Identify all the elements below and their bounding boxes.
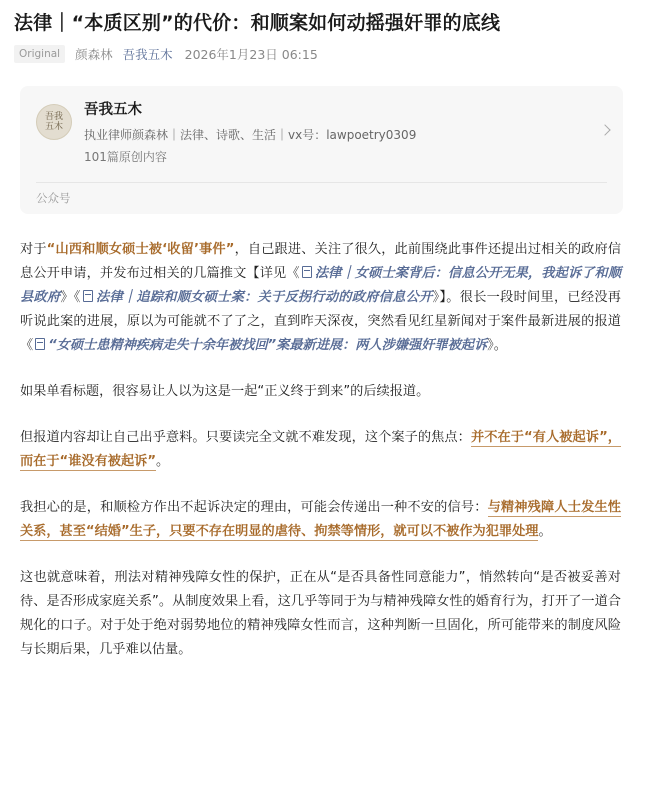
original-badge: Original [14,45,65,63]
profile-card-header [36,102,607,166]
profile-article-count: 101篇原创内容 [84,150,167,164]
highlight-event-name: “山西和顺女硕士被‘收留’事件” [46,242,235,257]
paragraph-4 [20,496,621,544]
publish-date: 2026年1月23日 06:15 [184,47,318,62]
card-divider [36,182,607,183]
avatar [36,104,72,140]
author-name: 颜森林 [75,47,113,62]
document-icon [83,290,93,302]
account-link[interactable]: 吾我五木 [122,47,173,62]
profile-card[interactable] [20,86,623,214]
article-body [20,238,621,662]
text-segment: 。 [156,454,170,469]
text-segment: 》】。很长一段时间里，已经没再听说此案的进展，原以为可能就不了了之，直到昨天深夜，突然看见红星新闻对于案件最新进展的报道《 [20,290,621,353]
article-title: 法律｜“本质区别”的代价：和顺案如何动摇强奸罪的底线 [14,12,501,34]
text-segment: 对于 [20,242,47,257]
article-link-1[interactable]: 法律｜女硕士案背后：信息公开无果，我起诉了和顺县政府 [20,266,622,305]
profile-name: 吾我五木 [84,102,142,118]
text-segment: 我担心的是，和顺检方作出不起诉决定的理由，可能会传递出一种不安的信号： [20,500,488,515]
highlight-focus: 并不在于“有人被起诉”，而在于“谁没有被起诉” [20,430,621,469]
document-icon [35,338,45,350]
text-segment: 但报道内容却让自己出乎意料。只要读完全文就不难发现，这个案子的焦点： [20,430,471,445]
text-segment: ，自己跟进、关注了很久，此前围绕此事件还提出过相关的政府信息公开申请，并发布过相关的几篇推文【详见《 [20,242,622,281]
avatar-text: 吾我五木 [44,112,63,132]
article-link-3[interactable]: “女硕士患精神疾病走失十余年被找回”案最新进展：两人涉嫌强奸罪被起诉 [48,338,488,353]
profile-info [84,102,607,166]
paragraph-1 [20,238,621,358]
profile-card-footer: 公众号 [36,191,71,205]
article-meta [14,44,627,64]
highlight-concern: 与精神残障人士发生性关系，甚至“结婚”生子，只要不存在明显的虐待、拘禁等情形，就可以不被作为犯罪处理 [20,500,621,539]
profile-description: 执业律师颜森林｜法律、诗歌、生活｜vx号：lawpoetry0309 [84,128,417,142]
article-link-2[interactable]: 法律｜追踪和顺女硕士案：关于反拐行动的政府信息公开 [95,290,433,305]
text-segment: 》《 [60,290,81,305]
document-icon [302,266,312,278]
paragraph-5: 这也就意味着，刑法对精神残障女性的保护，正在从“是否具备性同意能力”，悄然转向“是否被妥善对待、是否形成家庭关系”。从制度效果上看，这几乎等同于为与精神残障女性的婚育行为，打开了一道合规化的口子。对于处于绝对弱势地位的精神残障女性而言，这种判断一旦固化，所可能带来的制度风险与长期后果，几乎难以估量。 [20,570,621,657]
text-segment: 》。 [487,338,507,353]
paragraph-2: 如果单看标题，很容易让人以为这是一起“正义终于到来”的后续报道。 [20,384,430,399]
text-segment: 。 [538,524,552,539]
paragraph-3 [20,426,621,474]
